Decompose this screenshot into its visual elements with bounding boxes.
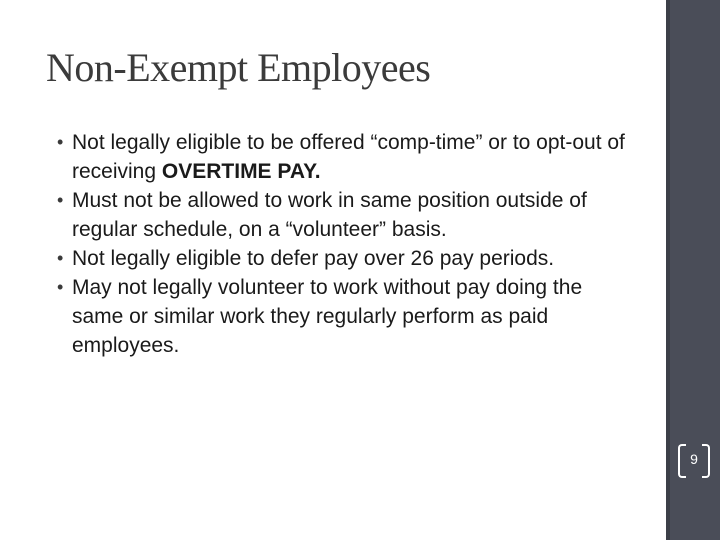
slide-title: Non-Exempt Employees [46, 45, 431, 90]
bullet-list [57, 128, 632, 360]
bullet-item-3 [57, 244, 632, 273]
bullet-bold-text: OVERTIME PAY. [161, 160, 321, 183]
bullet-text: Not legally eligible to defer pay over 26 pay periods. [72, 247, 555, 270]
bracket-right-icon [702, 444, 710, 478]
bullet-text: Must not be allowed to work in same position outside of regular schedule, on a “volunteer” basis. [72, 189, 587, 241]
bullet-item-4 [57, 273, 632, 360]
bullet-icon: • [57, 277, 64, 297]
bullet-item-1 [57, 128, 632, 186]
slide-sidebar-edge [666, 0, 670, 540]
page-number: 9 [690, 451, 698, 467]
bullet-item-2 [57, 186, 632, 244]
page-number-badge [678, 444, 710, 476]
bullet-icon: • [57, 190, 64, 210]
bullet-text: May not legally volunteer to work without pay doing the same or similar work they regularly perform as paid employees. [72, 276, 583, 357]
bullet-text: Not legally eligible to be offered “comp-time” or to opt-out of receiving [72, 131, 625, 183]
bullet-icon: • [57, 248, 64, 268]
bullet-icon: • [57, 132, 64, 152]
